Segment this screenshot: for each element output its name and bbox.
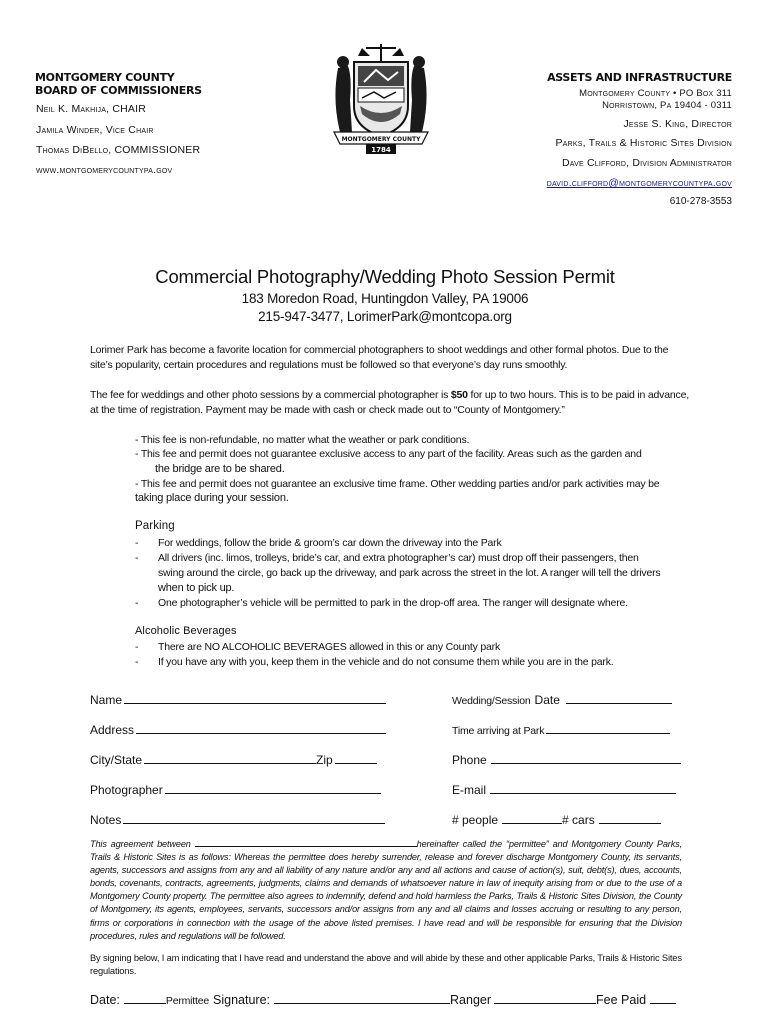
fee-note-3-cont: taking place during your session. [135, 492, 289, 504]
people-cars-field[interactable] [452, 812, 661, 827]
fee-paid-label: Fee Paid [596, 993, 647, 1007]
fee-note-1: - This fee is non-refundable, no matter what the weather or park conditions. [135, 434, 470, 446]
email-label: E-mail [452, 783, 487, 797]
board-name-line1: MONTGOMERY COUNTY [35, 71, 175, 84]
permittee-label-b: Signature: [213, 993, 271, 1007]
alcohol-heading: Alcoholic Beverages [135, 625, 237, 637]
photographer-input-line[interactable] [165, 782, 381, 794]
time-arriving-input-line[interactable] [546, 722, 670, 734]
fee-text-before: The fee for weddings and other photo sessions by a commercial photographer is [90, 389, 451, 401]
wedding-date-field[interactable] [452, 692, 672, 707]
name-input-line[interactable] [124, 692, 386, 704]
board-header [35, 71, 202, 97]
parking-bullet-2-dash: - [135, 552, 139, 564]
fee-text-after: for up to two hours. This is to be paid in advance, at the time of registration. Payment may be made with cash or check made out to “County of Montgomery.” [90, 389, 689, 416]
fee-paid-input-line[interactable] [650, 992, 676, 1004]
vice-chair-name: Jamila Winder, Vice Chair [36, 124, 154, 136]
fee-paragraph [90, 388, 690, 418]
signing-note: By signing below, I am indicating that I have read and understand the above and will abide by these and other applicable Parks, Trails & Historic Sites regulations. [90, 953, 682, 976]
ranger-label: Ranger [450, 993, 492, 1007]
ranger-input-line[interactable] [494, 992, 596, 1004]
director-name: Jesse S. King, Director [623, 118, 732, 130]
fee-note-2-cont: the bridge are to be shared. [155, 463, 285, 475]
agreement-text: hereinafter called the “permittee” and Montgomery County Parks, Trails & Historic Sites is as follows: Whereas the permittee does hereby surrender, release and forever discharge Montgomery County, its servants, agents, successors and assigns from any and all liability of any nature and/or any and all actions and cause of action(s), suit, debt(s), dues, accounts, bonds, covenants, contracts, agreements, judgments, claims and demands of whatsoever nature in law of inequity arising from or due to the use of a Montgomery County property. The permittee also agrees to indemnify, defend and hold harmless the Parks, Trails & Historic Sites Division, the County of Montgomery, its agents, employees, servants, successors and/or assigns from any and all claims and losses accruing or resulting to any person, firms or corporations in connection with the usage of the above listed premises. I have read and will be responsible for ensuring that the Division procedures, rules and regulations will be followed. [90, 839, 682, 941]
parking-bullet-3-dash: - [135, 597, 139, 609]
cars-input-line[interactable] [599, 812, 661, 824]
alcohol-bullet-2-dash: - [135, 656, 139, 668]
parking-item-2-cont2: when to pick up. [158, 582, 235, 594]
parking-item-1: For weddings, follow the bride & groom’s car down the driveway into the Park [158, 537, 502, 549]
fee-note-2: - This fee and permit does not guarantee exclusive access to any part of the facility. Areas such as the garden and [135, 448, 642, 460]
city-state-field[interactable] [90, 752, 377, 767]
permit-title: Commercial Photography/Wedding Photo Session Permit [155, 266, 615, 287]
signature-row [90, 992, 676, 1007]
fee-note-3: - This fee and permit does not guarantee an exclusive time frame. Other wedding parties and/or park activities may be [135, 478, 660, 490]
notes-field[interactable] [90, 812, 385, 827]
wedding-date-input-line[interactable] [566, 692, 672, 704]
photographer-label: Photographer [90, 783, 163, 797]
alcohol-bullet-1-dash: - [135, 641, 139, 653]
park-contact: 215-947-3477, LorimerPark@montcopa.org [258, 309, 512, 324]
division-name: Parks, Trails & Historic Sites Division [555, 137, 732, 149]
address-field[interactable] [90, 722, 386, 737]
date-label: Date: [90, 993, 120, 1007]
park-address: 183 Moredon Road, Huntingdon Valley, PA 19006 [241, 291, 529, 306]
address-line2: Norristown, Pa 19404 - 0311 [602, 100, 732, 111]
address-label: Address [90, 723, 135, 737]
parking-item-2: All drivers (inc. limos, trolleys, bride’s car, and extra photographer’s car) must drop off their passengers, then [158, 552, 639, 564]
parking-item-3: One photographer’s vehicle will be permitted to park in the drop-off area. The ranger will designate where. [158, 597, 628, 609]
phone-field[interactable] [452, 752, 681, 767]
wedding-date-label-b: Date [534, 693, 560, 707]
zip-label: Zip [316, 753, 333, 767]
time-arriving-label: Time arriving at Park [452, 725, 545, 737]
seal-year: 1784 [371, 146, 391, 154]
parking-bullet-1-dash: - [135, 537, 139, 549]
time-arriving-field[interactable] [452, 722, 670, 737]
address-line1: Montgomery County • PO Box 311 [579, 88, 732, 99]
email-field[interactable] [452, 782, 676, 797]
city-state-label: City/State [90, 753, 143, 767]
city-state-input-line[interactable] [144, 752, 316, 764]
phone-input-line[interactable] [491, 752, 681, 764]
agreement-paragraph [90, 838, 682, 943]
notes-label: Notes [90, 813, 122, 827]
wedding-date-label-a: Wedding/Session [452, 695, 531, 707]
website-text[interactable]: www.montgomerycountypa.gov [36, 164, 173, 176]
alcohol-item-2: If you have any with you, keep them in the vehicle and do not consume them while you are in the park. [158, 656, 614, 668]
agreement-permittee-blank[interactable] [195, 838, 417, 847]
zip-input-line[interactable] [335, 752, 377, 764]
county-seal [330, 40, 432, 156]
name-label: Name [90, 693, 123, 707]
alcohol-item-1: There are NO ALCOHOLIC BEVERAGES allowed in this or any County park [158, 641, 501, 653]
seal-banner-text: MONTGOMERY COUNTY [341, 136, 421, 143]
people-label: # people [452, 813, 499, 827]
intro-paragraph: Lorimer Park has become a favorite location for commercial photographers to shoot weddings and other formal photos. Due to the site’s popularity, certain procedures and regulations must be followed so that everyone’s day runs smoothly. [90, 344, 669, 371]
administrator-name: Dave Clifford, Division Administrator [562, 157, 732, 169]
phone-label: Phone [452, 753, 487, 767]
photographer-field[interactable] [90, 782, 381, 797]
email-input-line[interactable] [490, 782, 676, 794]
permittee-label-a: Permittee [165, 995, 210, 1007]
administrator-email-link[interactable]: david.clifford@montgomerycountypa.gov [546, 177, 732, 189]
parking-item-2-cont: swing around the circle, go back up the driveway, and park across the street in the lot. A ranger will tell the drivers [158, 567, 661, 579]
county-seal-graphic [330, 40, 432, 156]
date-input-line[interactable] [124, 992, 166, 1004]
people-input-line[interactable] [502, 812, 562, 824]
office-phone: 610-278-3553 [669, 196, 732, 207]
name-field[interactable] [90, 692, 386, 707]
board-name-line2: BOARD OF COMMISSIONERS [35, 84, 202, 97]
notes-input-line[interactable] [123, 812, 385, 824]
department-title: ASSETS AND INFRASTRUCTURE [547, 71, 732, 84]
permittee-signature-line[interactable] [274, 992, 450, 1004]
chair-name: Neil K. Makhija, CHAIR [36, 103, 147, 115]
parking-heading: Parking [135, 520, 175, 532]
cars-label: # cars [562, 813, 595, 827]
agreement-lead: This agreement between [90, 839, 191, 849]
fee-amount: $50 [450, 389, 468, 401]
address-input-line[interactable] [136, 722, 386, 734]
commissioner-name: Thomas DiBello, COMMISSIONER [36, 144, 201, 156]
